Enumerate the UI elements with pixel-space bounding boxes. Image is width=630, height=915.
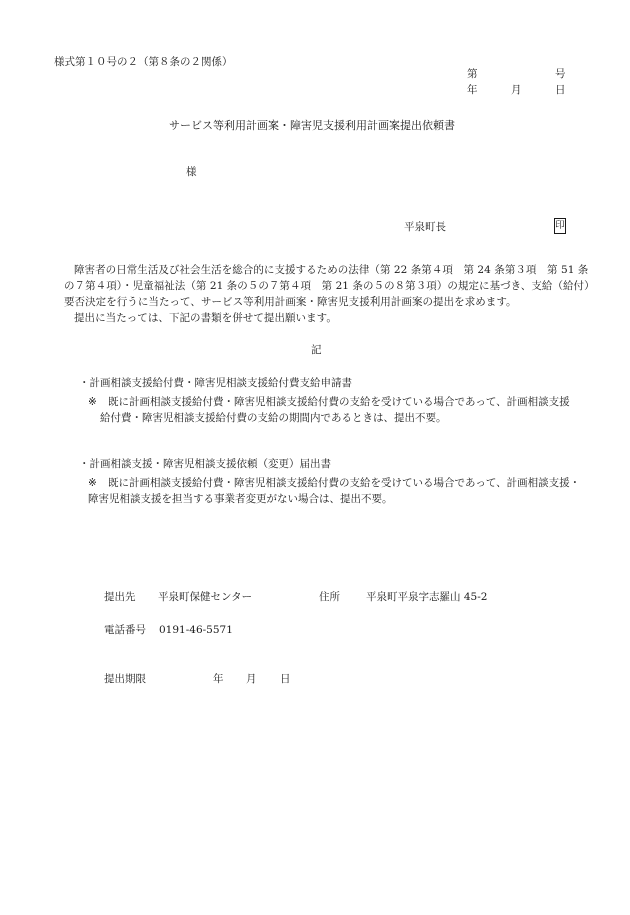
addressee-honorific: 様 [186,166,197,178]
item-2-note-line-1: 既に計画相談支援給付費・障害児相談支援給付費の支給を受けている場合であって、計画相談支援・ [108,477,581,489]
deadline-month: 月 [246,673,257,685]
item-1-title: ・計画相談支援給付費・障害児相談支援給付費支給申請書 [79,377,352,389]
address-label: 住所 [319,591,340,603]
document-title: サービス等利用計画案・障害児支援利用計画案提出依頼書 [169,119,455,132]
item-1-note-line-1: 既に計画相談支援給付費・障害児相談支援給付費の支給を受けている場合であって、計画相談支援 [108,396,570,408]
deadline-year: 年 [213,673,224,685]
body-paragraph [64,262,596,326]
item-1-note [88,394,594,426]
body-line-3: 要否決定を行うに当たって、サービス等利用計画案・障害児支援利用計画案の提出を求めます。 [64,296,517,308]
item-1-note-line-2: 給付費・障害児相談支援給付費の支給の期間内であるときは、提出不要。 [100,412,447,424]
form-number: 様式第１０号の２（第８条の２関係） [54,56,233,68]
ki-heading: 記 [311,344,322,356]
address-value: 平泉町平泉字志羅山 45-2 [366,591,488,603]
body-line-1: 障害者の日常生活及び社会生活を総合的に支援するための法律（第 22 条第４項 第 24 条第３項 第 51 条 [74,264,589,276]
sender-name: 平泉町長 [404,221,446,233]
item-2-note-mark: ※ [88,477,97,489]
item-2-title: ・計画相談支援・障害児相談支援依頼（変更）届出書 [79,458,331,470]
doc-number-prefix: 第 [467,68,478,80]
phone-label: 電話番号 [104,624,146,636]
phone-value: 0191-46-5571 [159,624,233,636]
item-1-note-mark: ※ [88,396,97,408]
doc-number-suffix: 号 [555,68,566,80]
body-line-2: の７第４項）・児童福祉法（第 21 条の５の７第４項 第 21 条の５の８第３項）の規定に基づき、支給（給付） [64,280,595,292]
date-month: 月 [511,84,522,96]
destination-value: 平泉町保健センター [158,591,253,603]
date-year: 年 [467,84,478,96]
item-2-note [88,475,594,507]
deadline-day: 日 [280,673,291,685]
destination-label: 提出先 [104,591,136,603]
body-line-4: 提出に当たっては、下記の書類を併せて提出願います。 [74,312,337,324]
seal-icon: 印 [554,218,566,234]
date-day: 日 [555,84,566,96]
item-2-note-line-2: 障害児相談支援を担当する事業者変更がない場合は、提出不要。 [88,493,393,505]
deadline-label: 提出期限 [104,673,146,685]
